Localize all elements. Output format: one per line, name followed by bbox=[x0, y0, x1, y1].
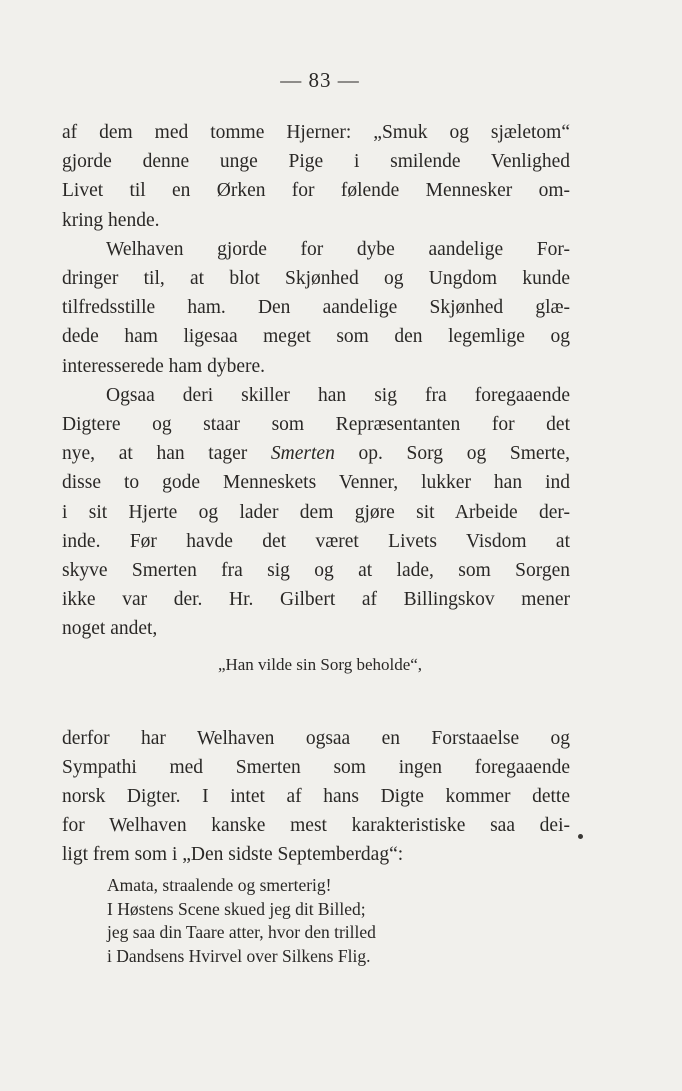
text-line: tilfredsstille ham. Den aandelige Skjønhed glæ- bbox=[62, 297, 570, 319]
quoted-line: „Han vilde sin Sorg beholde“, bbox=[217, 655, 423, 674]
paragraph-4 bbox=[62, 724, 570, 870]
verse-line: jeg saa din Taare atter, hvor den trilled bbox=[107, 922, 376, 943]
verse-stanza bbox=[107, 874, 487, 968]
paragraph-3 bbox=[62, 381, 570, 644]
text-line: skyve Smerten fra sig og at lade, som Sorgen bbox=[62, 560, 570, 582]
text-line: interesserede ham dybere. bbox=[62, 355, 266, 377]
text-line: inde. Før havde det været Livets Visdom at bbox=[62, 530, 570, 552]
text-line: Ogsaa deri skiller han sig fra foregaaende bbox=[106, 384, 570, 406]
text-line: noget andet, bbox=[62, 618, 158, 640]
page-number: — 83 — bbox=[280, 68, 360, 92]
ink-speck bbox=[578, 834, 583, 839]
text-line-with-emphasis bbox=[62, 439, 570, 468]
text-line: norsk Digter. I intet af hans Digte kommer dette bbox=[62, 785, 570, 807]
text-line: kring hende. bbox=[62, 209, 160, 231]
text-line: i sit Hjerte og lader dem gjøre sit Arbeide der- bbox=[62, 501, 570, 523]
body-text-lower bbox=[62, 704, 570, 889]
text-line: derfor har Welhaven ogsaa en Forstaaelse og bbox=[62, 727, 570, 749]
text-line: ikke var der. Hr. Gilbert af Billingskov mener bbox=[62, 589, 570, 611]
text-line: dringer til, at blot Skjønhed og Ungdom kunde bbox=[62, 268, 570, 290]
text-line: ligt frem som i „Den sidste Septemberdag“: bbox=[62, 844, 404, 866]
emphasis-smerten: Smerten bbox=[270, 443, 335, 465]
text-line: gjorde denne unge Pige i smilende Venlighed bbox=[62, 151, 570, 173]
verse-line: i Dandsens Hvirvel over Silkens Flig. bbox=[107, 945, 371, 966]
text-line: af dem med tomme Hjerner: „Smuk og sjæletom“ bbox=[62, 122, 570, 143]
text-line: Digtere og staar som Repræsentanten for det bbox=[62, 414, 570, 436]
text-segment: op. Sorg og Smerte, bbox=[334, 443, 570, 465]
body-text-upper bbox=[62, 118, 570, 644]
text-line: Livet til en Ørken for følende Mennesker om- bbox=[62, 180, 570, 202]
text-line: for Welhaven kanske mest karakteristiske saa dei- bbox=[62, 815, 570, 837]
paragraph-1 bbox=[62, 118, 570, 235]
text-line: Welhaven gjorde for dybe aandelige For- bbox=[106, 238, 570, 260]
verse-line: Amata, straalende og smerterig! bbox=[107, 875, 332, 895]
text-line: dede ham ligesaa meget som den legemlige og bbox=[62, 326, 570, 348]
text-segment: nye, at han tager bbox=[62, 443, 271, 465]
text-line: disse to gode Menneskets Venner, lukker han ind bbox=[62, 472, 570, 494]
verse-line: I Høstens Scene skued jeg dit Billed; bbox=[107, 898, 366, 919]
paragraph-2 bbox=[62, 235, 570, 381]
text-line: Sympathi med Smerten som ingen foregaaende bbox=[62, 756, 570, 778]
